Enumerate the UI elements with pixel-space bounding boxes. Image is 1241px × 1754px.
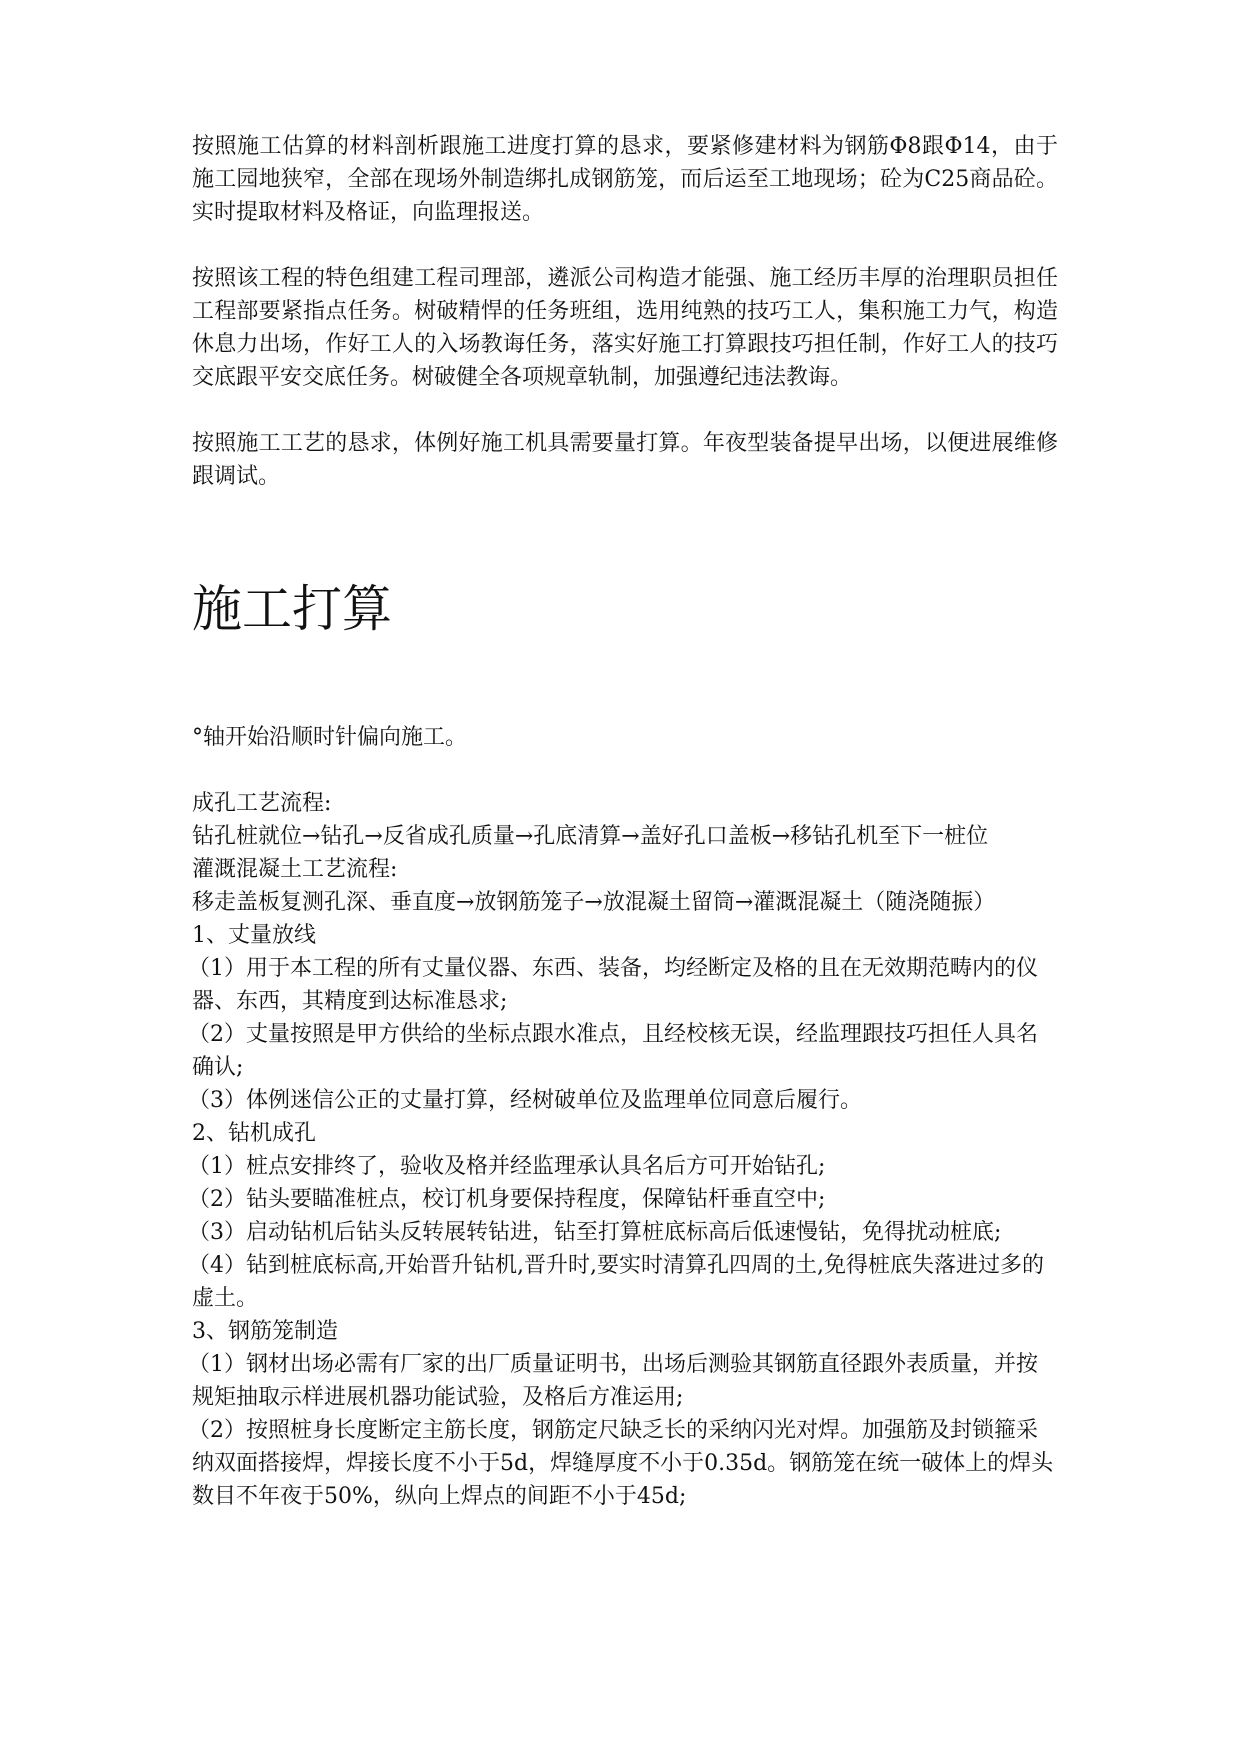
survey-item-2: （2）丈量按照是甲方供给的坐标点跟水准点，且经校核无误，经监理跟技巧担任人具名确认; [188, 1022, 1038, 1080]
drilling-item-2: （2）钻头要瞄准桩点，校订机身要保持程度，保障钻杆垂直空中; [188, 1187, 826, 1212]
hole-flow-steps: 钻孔桩就位→钻孔→反省成孔质量→孔底清算→盖好孔口盖板→移钻孔机至下一桩位 [192, 824, 989, 849]
intro-paragraph-equipment: 按照施工工艺的恳求，体例好施工机具需要量打算。年夜型装备提早出场，以便进展维修跟调试。 [192, 431, 1058, 489]
drilling-item-1: （1）桩点安排终了，验收及格并经监理承认具名后方可开始钻孔; [188, 1154, 826, 1179]
section-heading: 施工打算 [192, 580, 392, 638]
document-page [188, 130, 1058, 1513]
intro-paragraph-organization: 按照该工程的特色组建工程司理部，遴派公司构造才能强、施工经历丰厚的治理职员担任工程部要紧指点任务。树破精悍的任务班组，选用纯熟的技巧工人，集积施工力气，构造休息力出场，作好工人的入场教诲任务，落实好施工打算跟技巧担任制，作好工人的技巧交底跟平安交底任务。树破健全各项规章轨制，加强遵纪违法教诲。 [192, 266, 1058, 390]
pour-flow-title: 灌溉混凝土工艺流程: [192, 857, 398, 882]
drilling-item-3: （3）启动钻机后钻头反转展转钻进，钻至打算桩底标高后低速慢钻，免得扰动桩底; [188, 1220, 1002, 1245]
rebar-cage-item-2: （2）按照桩身长度断定主筋长度，钢筋定尺缺乏长的采纳闪光对焊。加强筋及封锁箍采纳双面搭接焊，焊接长度不小于5d，焊缝厚度不小于0.35d。钢筋笼在统一破体上的焊头数目不年夜于50%，纵向上焊点的间距不小于45d; [188, 1418, 1054, 1509]
paragraph-gap [192, 394, 1058, 427]
paragraph-gap [192, 754, 1058, 787]
survey-item-3: （3）体例迷信公正的丈量打算，经树破单位及监理单位同意后履行。 [188, 1088, 862, 1113]
paragraph-gap [192, 229, 1058, 262]
section-title-survey: 1、丈量放线 [192, 923, 316, 948]
intro-paragraph-materials: 按照施工估算的材料剖析跟施工进度打算的恳求，要紧修建材料为钢筋Φ8跟Φ14，由于施工园地狭窄，全部在现场外制造绑扎成钢筋笼，而后运至工地现场；砼为C25商品砼。实时提取材料及格证，向监理报送。 [192, 134, 1058, 225]
survey-item-1: （1）用于本工程的所有丈量仪器、东西、装备，均经断定及格的且在无效期范畴内的仪器、东西，其精度到达标准恳求; [188, 956, 1038, 1014]
drilling-item-4: （4）钻到桩底标高,开始晋升钻机,晋升时,要实时清算孔四周的土,免得桩底失落进过多的虚土。 [188, 1253, 1044, 1311]
section-title-drilling: 2、钻机成孔 [192, 1121, 316, 1146]
pour-flow-steps: 移走盖板复测孔深、垂直度→放钢筋笼子→放混凝土留筒→灌溉混凝土（随浇随振） [192, 890, 996, 915]
hole-flow-title: 成孔工艺流程: [192, 791, 332, 816]
rebar-cage-item-1: （1）钢材出场必需有厂家的出厂质量证明书，出场后测验其钢筋直径跟外表质量，并按规矩抽取示样进展机器功能试验，及格后方准运用; [188, 1352, 1038, 1410]
axis-direction-line: °轴开始沿顺时针偏向施工。 [192, 725, 468, 750]
section-title-rebar-cage: 3、钢筋笼制造 [192, 1319, 338, 1344]
